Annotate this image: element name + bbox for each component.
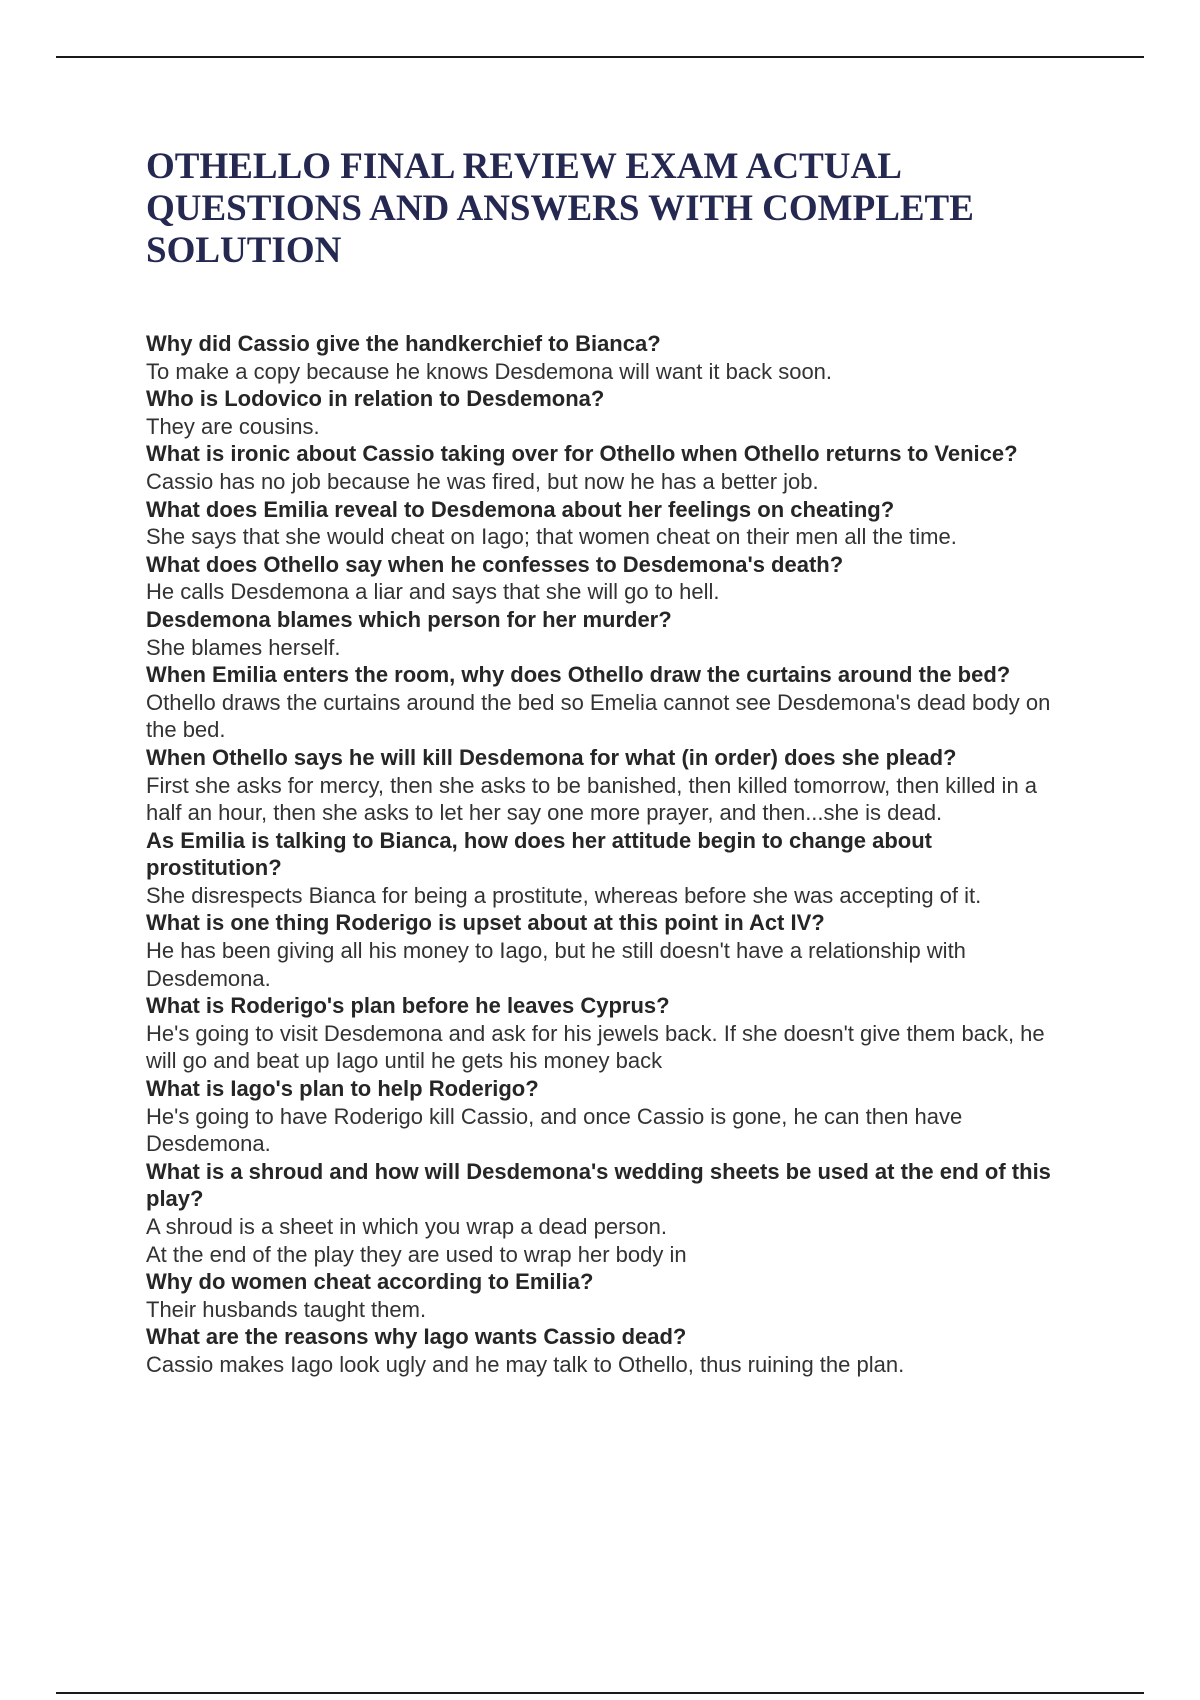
answer: Their husbands taught them.	[146, 1296, 427, 1322]
qa-item	[146, 909, 1066, 992]
question: What is a shroud and how will Desdemona's wedding sheets be used at the end of this play?	[146, 1158, 1051, 1212]
question: As Emilia is talking to Bianca, how does her attitude begin to change about prostitution?	[146, 827, 932, 881]
top-rule	[56, 56, 1144, 58]
qa-item	[146, 1268, 1066, 1323]
qa-list	[146, 330, 1066, 1379]
qa-item	[146, 661, 1066, 744]
qa-item	[146, 385, 1066, 440]
answer: She blames herself.	[146, 634, 341, 660]
question: What is Roderigo's plan before he leaves Cyprus?	[146, 993, 670, 1019]
answer: Othello draws the curtains around the bed so Emelia cannot see Desdemona's dead body on the bed.	[146, 689, 1051, 743]
answer: To make a copy because he knows Desdemona will want it back soon.	[146, 358, 833, 384]
qa-item	[146, 551, 1066, 606]
bottom-rule	[56, 1692, 1144, 1694]
answer: First she asks for mercy, then she asks to be banished, then killed tomorrow, then killed in a half an hour, then she asks to let her say one more prayer, and then...she is dead.	[146, 772, 1038, 826]
qa-item	[146, 992, 1066, 1075]
answer: He has been giving all his money to Iago, but he still doesn't have a relationship with Desdemona.	[146, 938, 966, 991]
question: Why do women cheat according to Emilia?	[146, 1269, 594, 1295]
question: Why did Cassio give the handkerchief to Bianca?	[146, 331, 661, 356]
qa-item	[146, 1075, 1066, 1158]
answer: He calls Desdemona a liar and says that she will go to hell.	[146, 579, 720, 605]
question: Desdemona blames which person for her murder?	[146, 606, 672, 632]
question: What is ironic about Cassio taking over for Othello when Othello returns to Venice?	[146, 441, 1018, 467]
qa-item	[146, 1158, 1066, 1268]
qa-item	[146, 827, 1066, 910]
qa-item	[146, 440, 1066, 495]
answer: Cassio makes Iago look ugly and he may talk to Othello, thus ruining the plan.	[146, 1351, 905, 1377]
answer: Cassio has no job because he was fired, but now he has a better job.	[146, 468, 819, 494]
document-title: OTHELLO FINAL REVIEW EXAM ACTUAL QUESTIONS AND ANSWERS WITH COMPLETE SOLUTION	[146, 146, 974, 271]
question: When Emilia enters the room, why does Othello draw the curtains around the bed?	[146, 662, 1011, 688]
answer: A shroud is a sheet in which you wrap a dead person. At the end of the play they are used to wrap her body in	[146, 1214, 687, 1267]
question: What are the reasons why Iago wants Cassio dead?	[146, 1324, 687, 1350]
qa-item	[146, 606, 1066, 661]
qa-item	[146, 496, 1066, 551]
question: What is Iago's plan to help Roderigo?	[146, 1076, 539, 1102]
qa-item	[146, 330, 1066, 385]
answer: He's going to visit Desdemona and ask for his jewels back. If she doesn't give them back, he will go and beat up Iago until he gets his money back	[146, 1020, 1045, 1074]
question: What does Othello say when he confesses to Desdemona's death?	[146, 551, 844, 577]
qa-item	[146, 1323, 1066, 1378]
qa-item	[146, 744, 1066, 827]
answer: They are cousins.	[146, 413, 320, 439]
question: Who is Lodovico in relation to Desdemona?	[146, 386, 605, 412]
answer: She says that she would cheat on Iago; that women cheat on their men all the time.	[146, 524, 957, 550]
question: What is one thing Roderigo is upset about at this point in Act IV?	[146, 910, 825, 936]
question: What does Emilia reveal to Desdemona about her feelings on cheating?	[146, 496, 895, 522]
document-body	[146, 146, 1066, 1379]
answer: He's going to have Roderigo kill Cassio, and once Cassio is gone, he can then have Desdemona.	[146, 1103, 963, 1157]
answer: She disrespects Bianca for being a prostitute, whereas before she was accepting of it.	[146, 882, 982, 908]
question: When Othello says he will kill Desdemona for what (in order) does she plead?	[146, 744, 957, 770]
